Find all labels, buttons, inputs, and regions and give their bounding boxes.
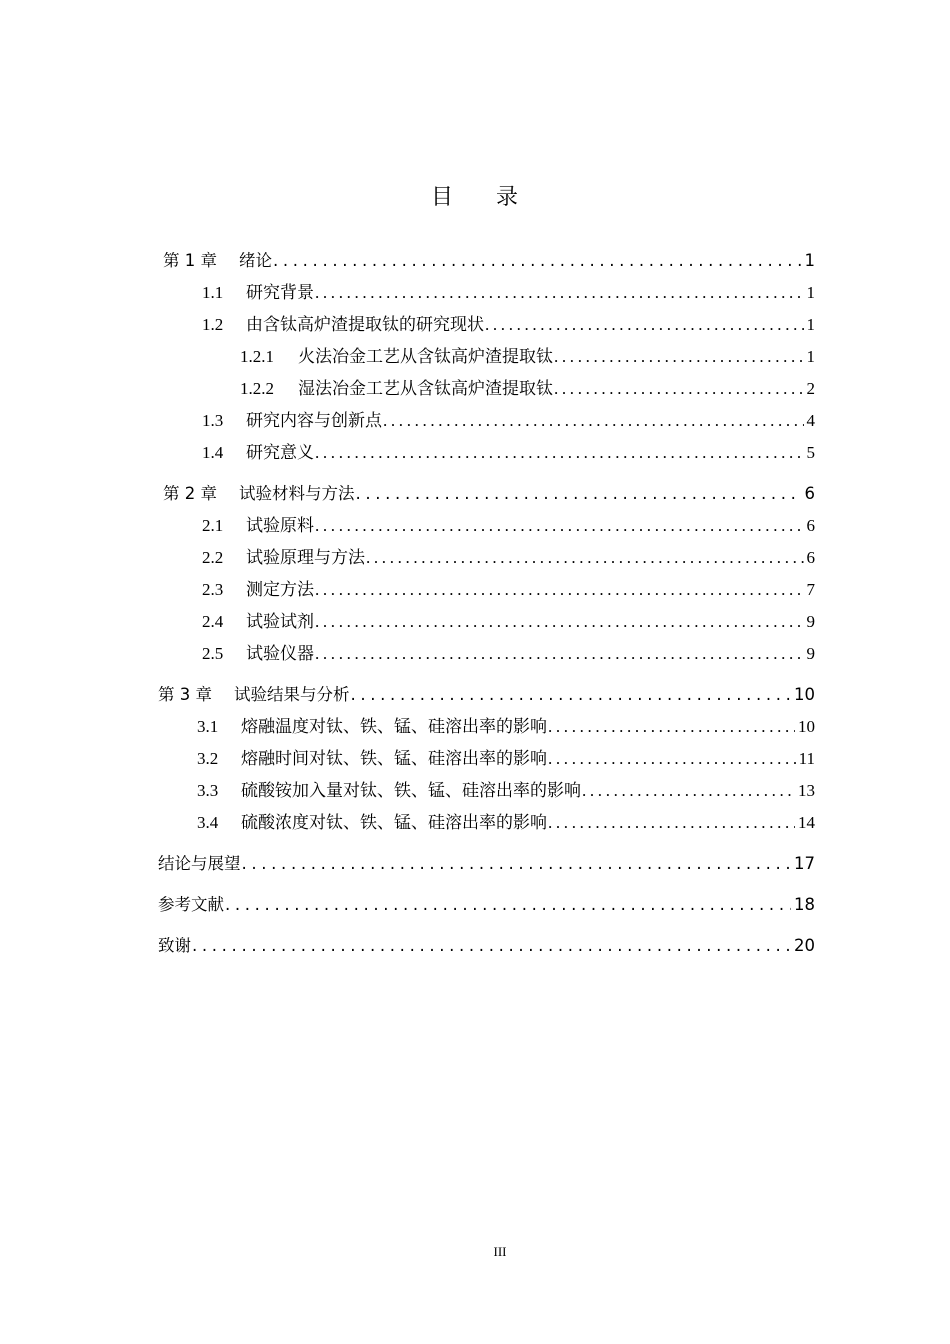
toc-entry-page: 10 xyxy=(794,685,815,704)
toc-entry-page: 13 xyxy=(798,781,815,800)
toc-leader-dots xyxy=(485,313,804,337)
toc-leader-dots xyxy=(351,683,792,707)
toc-entry-chapter-3[interactable] xyxy=(158,683,815,707)
toc-entry-2-2[interactable] xyxy=(202,546,815,570)
toc-leader-dots xyxy=(582,779,795,803)
toc-entry-label: 试验试剂 xyxy=(246,612,314,631)
toc-entry-label: 研究背景 xyxy=(246,283,314,302)
toc-entry-page: 5 xyxy=(806,443,815,462)
toc-entry-number: 第 3 章 xyxy=(158,685,212,704)
toc-entry-2-1[interactable] xyxy=(202,514,815,538)
toc-entry-page: 4 xyxy=(806,411,815,430)
toc-leader-dots xyxy=(366,546,804,570)
toc-entry-label: 硫酸浓度对钛、铁、锰、硅溶出率的影响 xyxy=(241,813,547,832)
toc-entry-number: 1.4 xyxy=(202,443,224,462)
toc-entry-2-4[interactable] xyxy=(202,610,815,634)
toc-entry-page: 11 xyxy=(798,749,815,768)
toc-entry-page: 9 xyxy=(806,644,815,663)
toc-entry-page: 9 xyxy=(806,612,815,631)
toc-entry-3-4[interactable] xyxy=(197,811,815,835)
toc-leader-dots xyxy=(242,852,792,876)
toc-entry-number: 1.2.2 xyxy=(240,379,274,398)
toc-entry-page: 1 xyxy=(806,283,815,302)
toc-entry-references[interactable] xyxy=(158,893,815,917)
toc-leader-dots xyxy=(548,811,795,835)
toc-entry-3-3[interactable] xyxy=(197,779,815,803)
toc-entry-page: 10 xyxy=(798,717,815,736)
toc-entry-page: 14 xyxy=(798,813,815,832)
toc-leader-dots xyxy=(315,514,804,538)
toc-entry-1-4[interactable] xyxy=(202,441,815,465)
toc-entry-1-1[interactable] xyxy=(202,281,815,305)
toc-entry-label: 试验结果与分析 xyxy=(234,685,350,704)
toc-entry-page: 6 xyxy=(806,548,815,567)
toc-entry-2-3[interactable] xyxy=(202,578,815,602)
toc-entry-1-3[interactable] xyxy=(202,409,815,433)
toc-entry-number: 1.2 xyxy=(202,315,224,334)
toc-leader-dots xyxy=(315,642,804,666)
toc-entry-number: 2.3 xyxy=(202,580,224,599)
toc-entry-page: 7 xyxy=(806,580,815,599)
toc-leader-dots xyxy=(548,715,795,739)
toc-entry-number: 3.3 xyxy=(197,781,219,800)
toc-entry-label: 参考文献 xyxy=(158,895,224,914)
toc-entry-page: 6 xyxy=(804,484,815,503)
toc-entry-page: 1 xyxy=(806,315,815,334)
toc-entry-conclusion[interactable] xyxy=(158,852,815,876)
toc-leader-dots xyxy=(225,893,791,917)
toc-entry-number: 1.2.1 xyxy=(240,347,274,366)
toc-entry-chapter-1[interactable] xyxy=(163,249,815,273)
toc-leader-dots xyxy=(383,409,804,433)
toc-entry-number: 2.5 xyxy=(202,644,224,663)
toc-entry-label: 由含钛高炉渣提取钛的研究现状 xyxy=(246,315,484,334)
toc-leader-dots xyxy=(548,747,796,771)
toc-leader-dots xyxy=(315,610,804,634)
toc-entry-label: 湿法冶金工艺从含钛高炉渣提取钛 xyxy=(298,379,553,398)
toc-entry-number: 2.1 xyxy=(202,516,224,535)
toc-entry-label: 熔融时间对钛、铁、锰、硅溶出率的影响 xyxy=(241,749,547,768)
toc-entry-number: 2.2 xyxy=(202,548,224,567)
toc-entry-page: 2 xyxy=(806,379,815,398)
toc-entry-page: 6 xyxy=(806,516,815,535)
toc-entry-number: 3.1 xyxy=(197,717,219,736)
toc-entry-3-1[interactable] xyxy=(197,715,815,739)
toc-entry-label: 熔融温度对钛、铁、锰、硅溶出率的影响 xyxy=(241,717,547,736)
toc-leader-dots xyxy=(315,441,804,465)
toc-entry-label: 火法冶金工艺从含钛高炉渣提取钛 xyxy=(298,347,553,366)
toc-entry-number: 2.4 xyxy=(202,612,224,631)
toc-entry-chapter-2[interactable] xyxy=(163,482,815,506)
toc-entry-label: 致谢 xyxy=(158,936,191,955)
toc-leader-dots xyxy=(315,578,804,602)
toc-entry-label: 试验仪器 xyxy=(246,644,314,663)
toc-entry-label: 测定方法 xyxy=(246,580,314,599)
toc-entry-label: 试验原理与方法 xyxy=(246,548,365,567)
toc-leader-dots xyxy=(554,345,804,369)
toc-entry-label: 绪论 xyxy=(239,251,272,270)
toc-entry-label: 结论与展望 xyxy=(158,854,241,873)
toc-entry-page: 17 xyxy=(794,854,815,873)
toc-entry-label: 硫酸铵加入量对钛、铁、锰、硅溶出率的影响 xyxy=(241,781,581,800)
page-title xyxy=(0,180,950,211)
toc-entry-3-2[interactable] xyxy=(197,747,815,771)
toc-entry-label: 试验原料 xyxy=(246,516,314,535)
title-right: 录 xyxy=(496,185,520,210)
toc-entry-1-2-2[interactable] xyxy=(240,377,815,401)
toc-entry-acknowledgements[interactable] xyxy=(158,934,815,958)
toc-entry-label: 研究内容与创新点 xyxy=(246,411,382,430)
toc-entry-page: 1 xyxy=(806,347,815,366)
toc-entry-page: 18 xyxy=(794,895,815,914)
toc-entry-page: 1 xyxy=(804,251,815,270)
toc-leader-dots xyxy=(192,934,791,958)
toc-entry-number: 第 1 章 xyxy=(163,251,217,270)
toc-entry-1-2-1[interactable] xyxy=(240,345,815,369)
toc-entry-number: 1.1 xyxy=(202,283,224,302)
toc-leader-dots xyxy=(315,281,804,305)
toc-leader-dots xyxy=(273,249,802,273)
page-footer-number: III xyxy=(493,1244,507,1259)
toc-entry-label: 研究意义 xyxy=(246,443,314,462)
toc-entry-number: 3.4 xyxy=(197,813,219,832)
toc-leader-dots xyxy=(356,482,802,506)
toc-entry-1-2[interactable] xyxy=(202,313,815,337)
toc-leader-dots xyxy=(554,377,804,401)
toc-entry-number: 1.3 xyxy=(202,411,224,430)
title-left: 目 xyxy=(430,185,454,210)
toc-entry-page: 20 xyxy=(794,936,815,955)
toc-entry-2-5[interactable] xyxy=(202,642,815,666)
toc-entry-number: 第 2 章 xyxy=(163,484,217,503)
toc-entry-number: 3.2 xyxy=(197,749,219,768)
toc-entry-label: 试验材料与方法 xyxy=(239,484,355,503)
